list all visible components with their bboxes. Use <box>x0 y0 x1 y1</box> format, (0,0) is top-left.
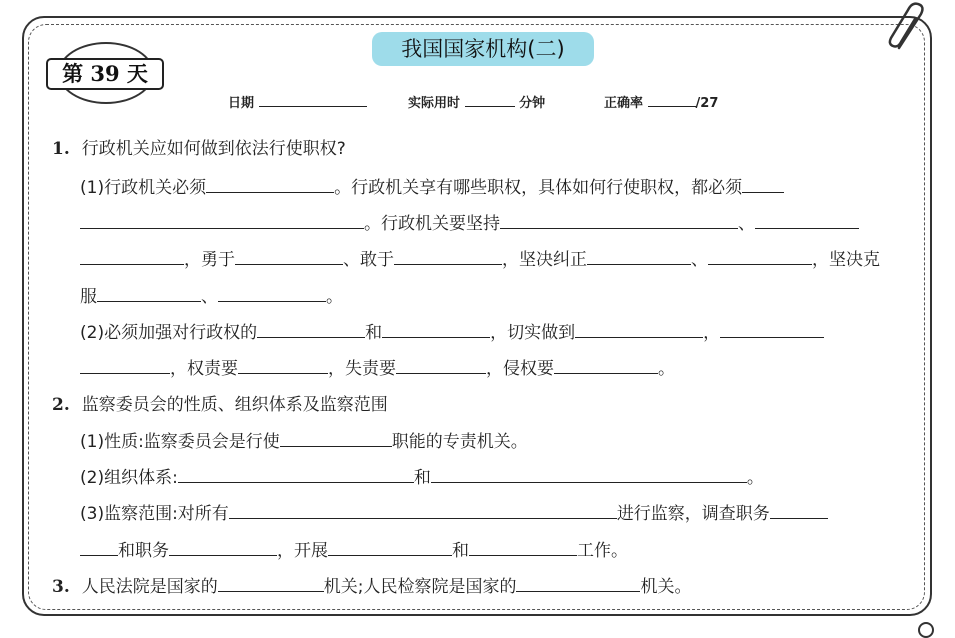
question-number: 2. <box>52 395 70 415</box>
q1-text: 服 <box>80 287 97 307</box>
answer-blank[interactable] <box>80 355 170 374</box>
paperclip-icon <box>885 2 931 54</box>
answer-blank[interactable] <box>80 246 184 265</box>
q3-text: 机关;人民检察院是国家的 <box>323 577 517 597</box>
q1-line-5 <box>80 318 824 343</box>
accuracy-field <box>604 92 718 111</box>
answer-blank[interactable] <box>280 428 392 447</box>
q1-text: 。 <box>658 359 675 379</box>
answer-blank[interactable] <box>587 246 691 265</box>
page-title: 我国国家机构(二) <box>372 32 594 66</box>
q1-text: 、 <box>691 250 708 270</box>
question-text: 监察委员会的性质、组织体系及监察范围 <box>81 395 388 415</box>
q3-text: 人民法院是国家的 <box>81 577 218 597</box>
answer-blank[interactable] <box>720 319 824 338</box>
q2-text: 和 <box>413 468 431 488</box>
answer-blank[interactable] <box>229 500 617 519</box>
answer-blank[interactable] <box>708 246 812 265</box>
time-label: 实际用时 <box>408 96 461 111</box>
answer-blank[interactable] <box>218 573 324 592</box>
answer-blank[interactable] <box>238 355 328 374</box>
date-label: 日期 <box>228 96 255 111</box>
answer-blank[interactable] <box>554 355 658 374</box>
q1-text: 。行政机关享有哪些职权，具体如何行使职权，都必须 <box>334 178 743 198</box>
q1-line-2 <box>80 209 859 234</box>
answer-blank[interactable] <box>755 210 859 229</box>
answer-blank[interactable] <box>469 537 577 556</box>
date-blank[interactable] <box>259 92 367 107</box>
answer-blank[interactable] <box>235 246 343 265</box>
answer-blank[interactable] <box>218 283 326 302</box>
q2-text: 和 <box>452 541 469 561</box>
question-number: 3. <box>52 577 70 597</box>
accuracy-total: /27 <box>695 96 719 111</box>
answer-blank[interactable] <box>394 246 502 265</box>
time-blank[interactable] <box>465 92 515 107</box>
question-1-title <box>52 134 346 159</box>
answer-blank[interactable] <box>206 174 334 193</box>
q2-text: (2)组织体系: <box>80 468 178 488</box>
q1-line-4 <box>80 282 343 307</box>
answer-blank[interactable] <box>178 464 414 483</box>
day-badge-label: 第 39 天 <box>46 58 164 90</box>
q1-text: 、敢于 <box>343 250 394 270</box>
q1-text: ，权责要 <box>170 359 238 379</box>
q2-text: 。 <box>746 468 764 488</box>
q1-text: ，切实做到 <box>490 323 576 343</box>
q2-line-2 <box>80 463 764 488</box>
answer-blank[interactable] <box>169 537 277 556</box>
answer-blank[interactable] <box>382 319 490 338</box>
q1-text: ，勇于 <box>184 250 235 270</box>
accuracy-label: 正确率 <box>604 96 644 111</box>
q2-text: 和职务 <box>118 541 169 561</box>
q1-text: ，失责要 <box>328 359 396 379</box>
q2-line-1 <box>80 427 528 452</box>
answer-blank[interactable] <box>97 283 201 302</box>
day-badge <box>46 42 166 106</box>
answer-blank[interactable] <box>431 464 747 483</box>
time-unit: 分钟 <box>519 96 546 111</box>
q1-text: 和 <box>365 323 383 343</box>
question-number: 1. <box>52 139 70 159</box>
q1-line-3 <box>80 245 880 270</box>
q2-line-3 <box>80 499 828 524</box>
time-field <box>408 92 545 111</box>
date-field <box>228 92 367 111</box>
q3-text: 机关。 <box>640 577 692 597</box>
question-text: 行政机关应如何做到依法行使职权? <box>81 139 346 159</box>
question-3 <box>52 572 691 597</box>
q2-text: 进行监察，调查职务 <box>616 504 770 524</box>
q1-text: ，坚决纠正 <box>502 250 587 270</box>
answer-blank[interactable] <box>396 355 486 374</box>
answer-blank[interactable] <box>500 210 738 229</box>
q1-line-6 <box>80 354 675 379</box>
q1-text: ，侵权要 <box>486 359 554 379</box>
q1-line-1 <box>80 173 784 198</box>
accuracy-blank[interactable] <box>648 92 696 107</box>
answer-blank[interactable] <box>742 174 784 193</box>
answer-blank[interactable] <box>80 537 118 556</box>
q1-text: 、 <box>738 214 755 234</box>
q1-text: ， <box>703 323 721 343</box>
answer-blank[interactable] <box>80 210 364 229</box>
q1-text: (2)必须加强对行政权的 <box>80 323 258 343</box>
answer-blank[interactable] <box>575 319 703 338</box>
q1-text: ，坚决克 <box>812 250 880 270</box>
q1-text: 。 <box>326 287 343 307</box>
q2-text: (1)性质:监察委员会是行使 <box>80 432 280 452</box>
question-2-title <box>52 390 388 415</box>
q1-text: 、 <box>201 287 218 307</box>
q2-text: (3)监察范围:对所有 <box>80 504 229 524</box>
answer-blank[interactable] <box>516 573 640 592</box>
corner-circle-icon <box>918 622 934 638</box>
q2-text: 工作。 <box>577 541 628 561</box>
q1-text: 。行政机关要坚持 <box>364 214 500 234</box>
q1-text: (1)行政机关必须 <box>80 178 207 198</box>
q2-text: ，开展 <box>277 541 328 561</box>
answer-blank[interactable] <box>770 500 828 519</box>
q2-line-4 <box>80 536 628 561</box>
q2-text: 职能的专责机关。 <box>391 432 528 452</box>
answer-blank[interactable] <box>257 319 365 338</box>
answer-blank[interactable] <box>328 537 452 556</box>
